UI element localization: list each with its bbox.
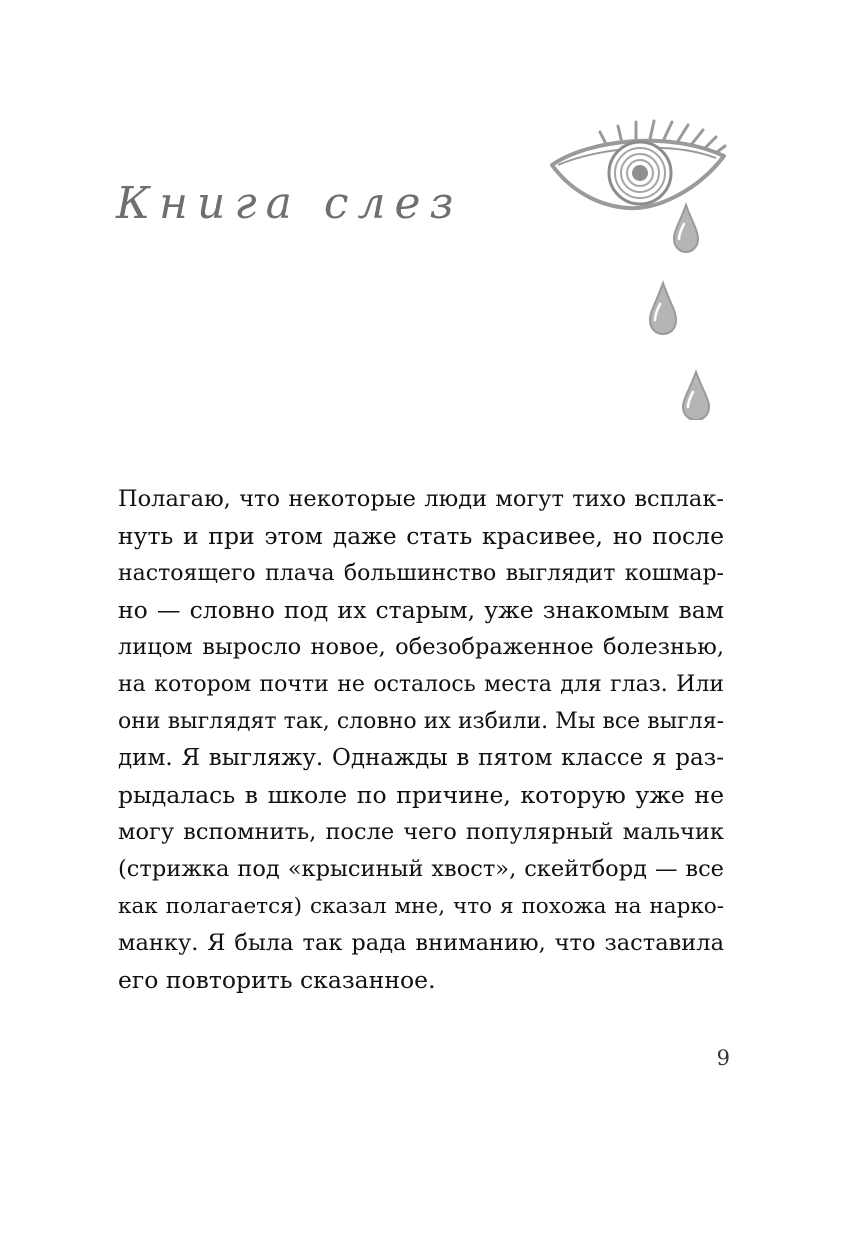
text-line: как полагается) сказал мне, что я похожа на нарко- [118,894,724,919]
chapter-title: Книга слез [116,178,463,229]
text-line: на котором почти не осталось места для глаз. Или [118,672,724,697]
tear-drop-2 [650,283,676,334]
text-line: дим. Я выгляжу. Однажды в пятом классе я раз- [118,745,724,771]
pupil [632,165,648,181]
body-paragraph [118,481,724,999]
text-line: могу вспомнить, после чего популярный мальчик [118,819,724,845]
text-line: лицом выросло новое, обезображенное болезнью, [118,634,724,660]
tear-drop-3 [683,372,709,420]
text-line: его повторить сказанное. [118,966,436,994]
crying-eye-icon [548,110,728,420]
page-number: 9 [716,1046,730,1070]
text-line: но — словно под их старым, уже знакомым вам [118,596,724,624]
text-line: настоящего плача большинство выглядит кошмар- [118,561,724,586]
text-line: Полагаю, что некоторые люди могут тихо всплак- [118,486,724,512]
text-line: (стрижка под «крысиный хвост», скейтборд — все [118,856,724,882]
text-line: рыдалась в школе по причине, которую уже не [118,781,724,809]
text-line: они выглядят так, словно их избили. Мы все выгля- [118,709,724,734]
tear-drop-1 [674,205,698,252]
text-line: нуть и при этом даже стать красивее, но после [118,522,724,550]
text-line: манку. Я была так рада вниманию, что заставила [118,930,724,956]
